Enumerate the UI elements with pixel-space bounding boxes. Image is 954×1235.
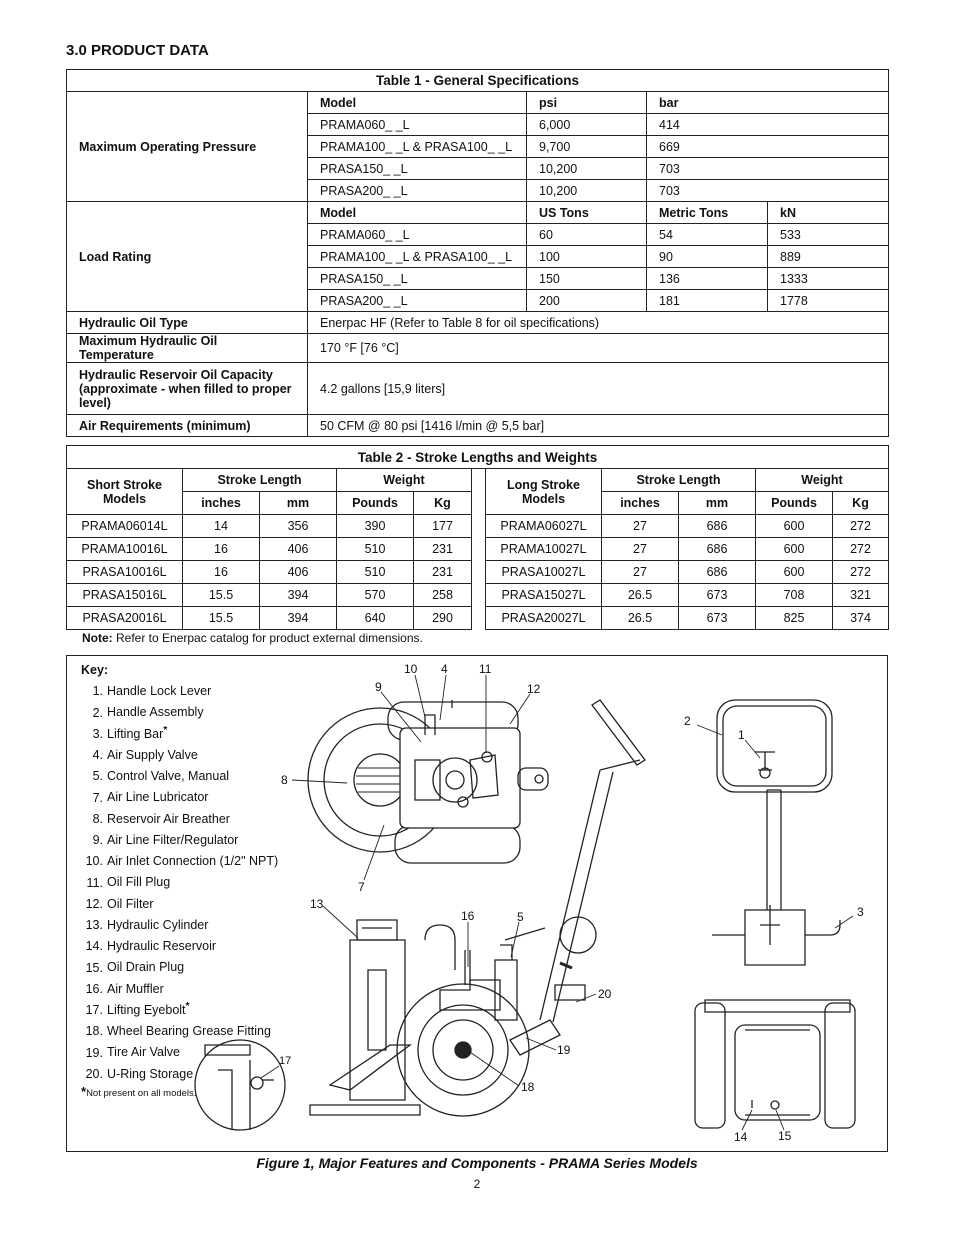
- unit-header: Kg: [414, 492, 472, 515]
- top-view-drawing: [308, 700, 548, 863]
- spec-value: 170 °F [76 °C]: [308, 334, 889, 363]
- key-item: [81, 1040, 278, 1061]
- load-rating-cell: 200: [527, 290, 647, 312]
- load-rating-label: Load Rating: [67, 202, 308, 312]
- load-rating-cell: 1333: [768, 268, 889, 290]
- page-number: 2: [473, 1177, 481, 1191]
- long-cell: 272: [833, 538, 889, 561]
- key-number: 12.: [85, 896, 103, 911]
- callout-4: 4: [441, 662, 448, 676]
- unit-header: mm: [260, 492, 337, 515]
- key-item: [81, 828, 278, 849]
- unit-header: inches: [183, 492, 260, 515]
- key-text: Wheel Bearing Grease Fitting: [107, 1024, 271, 1039]
- long-cell: 27: [602, 538, 679, 561]
- long-cell: PRASA10027L: [486, 561, 602, 584]
- key-text: Air Muffler: [107, 981, 164, 996]
- callout-20: 20: [598, 987, 612, 1001]
- load-rating-cell: PRAMA060_ _L: [308, 224, 527, 246]
- spec-label: Hydraulic Reservoir Oil Capacity (approximate - when filled to proper level): [67, 363, 308, 415]
- short-cell: 258: [414, 584, 472, 607]
- key-number: 9.: [92, 833, 103, 847]
- load-rating-cell: Model: [308, 202, 527, 224]
- short-cell: 231: [414, 538, 472, 561]
- key-item: [81, 913, 278, 934]
- spec-label: Hydraulic Oil Type: [67, 312, 308, 334]
- key-item: [81, 977, 278, 998]
- long-cell: 26.5: [602, 607, 679, 630]
- short-cell: 510: [337, 538, 414, 561]
- key-item: [81, 785, 278, 806]
- key-item: [81, 743, 278, 764]
- key-item: [81, 870, 278, 891]
- key-number: 7.: [92, 790, 103, 805]
- short-cell: 390: [337, 515, 414, 538]
- key-text: U-Ring Storage: [107, 1066, 194, 1081]
- pressure-cell: 9,700: [527, 136, 647, 158]
- key-text: Oil Drain Plug: [107, 960, 185, 975]
- long-cell: 686: [679, 561, 756, 584]
- key-text: Air Supply Valve: [107, 748, 198, 762]
- key-text: Control Valve, Manual: [107, 769, 230, 784]
- long-cell: PRASA20027L: [486, 607, 602, 630]
- load-rating-cell: PRASA150_ _L: [308, 268, 527, 290]
- key-number: 18.: [85, 1024, 103, 1039]
- long-cell: 708: [756, 584, 833, 607]
- spec-label: Air Requirements (minimum): [67, 415, 308, 437]
- key-item: [81, 722, 278, 743]
- key-text: Air Inlet Connection (1/2" NPT): [107, 854, 279, 869]
- key-text: Lifting Bar: [107, 726, 164, 741]
- key-number: 19.: [85, 1045, 103, 1060]
- load-rating-cell: 889: [768, 246, 889, 268]
- callout-14: 14: [734, 1130, 748, 1144]
- key-item: [81, 764, 278, 785]
- long-cell: 686: [679, 538, 756, 561]
- long-cell: PRAMA10027L: [486, 538, 602, 561]
- callout-10: 10: [404, 662, 418, 676]
- callout-16: 16: [461, 909, 475, 923]
- load-rating-cell: 100: [527, 246, 647, 268]
- callout-1: 1: [738, 728, 745, 742]
- unit-header: inches: [602, 492, 679, 515]
- spec-value: Enerpac HF (Refer to Table 8 for oil specifications): [308, 312, 889, 334]
- short-cell: 16: [183, 538, 260, 561]
- load-rating-cell: PRAMA100_ _L & PRASA100_ _L: [308, 246, 527, 268]
- short-cell: PRASA15016L: [67, 584, 183, 607]
- spec-label: Maximum Hydraulic Oil Temperature: [67, 334, 308, 363]
- key-item: [81, 849, 278, 870]
- load-rating-cell: 60: [527, 224, 647, 246]
- unit-header: Pounds: [337, 492, 414, 515]
- long-cell: 27: [602, 515, 679, 538]
- callout-5: 5: [517, 910, 524, 924]
- long-cell: 272: [833, 561, 889, 584]
- unit-header: Pounds: [756, 492, 833, 515]
- spec-value: 4.2 gallons [15,9 liters]: [308, 363, 889, 415]
- long-cell: 825: [756, 607, 833, 630]
- stroke-length-header: Stroke Length: [183, 469, 337, 492]
- short-cell: 510: [337, 561, 414, 584]
- key-text: Lifting Eyebolt: [107, 1003, 186, 1017]
- key-number: 15.: [85, 960, 103, 975]
- section-heading: 3.0 PRODUCT DATA: [66, 42, 209, 59]
- load-rating-cell: 533: [768, 224, 889, 246]
- short-cell: 290: [414, 607, 472, 630]
- pressure-cell: psi: [527, 92, 647, 114]
- key-item: [81, 892, 278, 913]
- key-number: 20.: [85, 1066, 103, 1081]
- load-rating-cell: 54: [647, 224, 768, 246]
- load-rating-cell: 150: [527, 268, 647, 290]
- spec-value: 50 CFM @ 80 psi [1416 l/min @ 5,5 bar]: [308, 415, 889, 437]
- callout-18: 18: [521, 1080, 535, 1094]
- pressure-cell: bar: [647, 92, 889, 114]
- key-number: 2.: [92, 705, 103, 720]
- long-cell: PRAMA06027L: [486, 515, 602, 538]
- long-cell: 673: [679, 584, 756, 607]
- short-cell: 356: [260, 515, 337, 538]
- key-text: Handle Lock Lever: [107, 684, 212, 699]
- short-cell: PRAMA10016L: [67, 538, 183, 561]
- key-text: Handle Assembly: [107, 705, 204, 720]
- key-text: Reservoir Air Breather: [107, 811, 230, 826]
- short-cell: 640: [337, 607, 414, 630]
- weight-header: Weight: [756, 469, 889, 492]
- key-item: [81, 807, 278, 828]
- pressure-cell: Model: [308, 92, 527, 114]
- long-cell: 600: [756, 538, 833, 561]
- load-rating-cell: Metric Tons: [647, 202, 768, 224]
- callout-13: 13: [310, 897, 324, 911]
- figure-caption: Figure 1, Major Features and Components - PRAMA Series Models: [256, 1155, 698, 1171]
- callout-9: 9: [375, 680, 382, 694]
- pressure-label: Maximum Operating Pressure: [67, 92, 308, 202]
- short-cell: 570: [337, 584, 414, 607]
- short-cell: PRASA20016L: [67, 607, 183, 630]
- key-star: *: [163, 724, 168, 736]
- weight-header: Weight: [337, 469, 472, 492]
- callout-3: 3: [857, 905, 864, 919]
- front-view-drawing: [695, 700, 855, 1128]
- pressure-cell: 669: [647, 136, 889, 158]
- key-number: 17.: [85, 1003, 103, 1017]
- load-rating-cell: 1778: [768, 290, 889, 312]
- load-rating-cell: kN: [768, 202, 889, 224]
- callout-12: 12: [527, 682, 541, 696]
- key-item: [81, 955, 278, 976]
- short-cell: 406: [260, 561, 337, 584]
- key-number: 16.: [85, 981, 103, 996]
- pressure-cell: 10,200: [527, 180, 647, 202]
- key-number: 5.: [92, 769, 103, 784]
- key-text: Oil Filter: [107, 896, 154, 911]
- long-cell: 272: [833, 515, 889, 538]
- load-rating-cell: 136: [647, 268, 768, 290]
- long-cell: 686: [679, 515, 756, 538]
- long-cell: 321: [833, 584, 889, 607]
- key-number: 10.: [85, 854, 103, 869]
- load-rating-cell: US Tons: [527, 202, 647, 224]
- key-text: Tire Air Valve: [107, 1045, 180, 1060]
- key-item: [81, 1019, 278, 1040]
- key-number: 8.: [92, 811, 103, 826]
- key-text: Air Line Filter/Regulator: [107, 833, 239, 847]
- pressure-cell: PRAMA060_ _L: [308, 114, 527, 136]
- short-cell: 15.5: [183, 584, 260, 607]
- callout-17: 17: [279, 1055, 292, 1067]
- note-label: Note:: [82, 631, 113, 645]
- key-list: [81, 679, 278, 1083]
- load-rating-cell: 90: [647, 246, 768, 268]
- short-cell: 14: [183, 515, 260, 538]
- key-number: 13.: [85, 918, 103, 932]
- short-cell: 15.5: [183, 607, 260, 630]
- figure-key: [81, 661, 278, 1103]
- pressure-cell: 703: [647, 158, 889, 180]
- key-item: [81, 998, 278, 1019]
- pressure-cell: 703: [647, 180, 889, 202]
- short-cell: PRAMA06014L: [67, 515, 183, 538]
- pressure-cell: PRASA200_ _L: [308, 180, 527, 202]
- long-stroke-header: Long Stroke Models: [486, 469, 602, 515]
- long-cell: 600: [756, 515, 833, 538]
- table2-title: Table 2 - Stroke Lengths and Weights: [67, 446, 889, 469]
- key-star: *: [185, 1000, 190, 1012]
- key-text: Oil Fill Plug: [107, 875, 171, 890]
- key-item: [81, 700, 278, 721]
- callout-7: 7: [358, 880, 365, 894]
- load-rating-cell: PRASA200_ _L: [308, 290, 527, 312]
- short-cell: 16: [183, 561, 260, 584]
- long-cell: 27: [602, 561, 679, 584]
- short-cell: 394: [260, 607, 337, 630]
- callout-11: 11: [479, 662, 492, 676]
- key-text: Hydraulic Reservoir: [107, 939, 217, 954]
- key-item: [81, 679, 278, 700]
- key-text: Air Line Lubricator: [107, 790, 209, 805]
- key-number: 11.: [86, 875, 103, 890]
- key-number: 14.: [85, 939, 103, 954]
- load-rating-cell: 181: [647, 290, 768, 312]
- short-cell: 177: [414, 515, 472, 538]
- pressure-cell: 10,200: [527, 158, 647, 180]
- stroke-length-header: Stroke Length: [602, 469, 756, 492]
- short-cell: 394: [260, 584, 337, 607]
- short-cell: 406: [260, 538, 337, 561]
- unit-header: mm: [679, 492, 756, 515]
- pressure-cell: 414: [647, 114, 889, 136]
- callout-15: 15: [778, 1129, 792, 1143]
- long-cell: 600: [756, 561, 833, 584]
- key-title: Key:: [81, 663, 109, 677]
- key-item: [81, 934, 278, 955]
- key-number: 4.: [92, 748, 103, 762]
- key-footnote: *Not present on all models.: [81, 1083, 197, 1099]
- long-cell: 673: [679, 607, 756, 630]
- long-cell: PRASA15027L: [486, 584, 602, 607]
- pressure-cell: PRASA150_ _L: [308, 158, 527, 180]
- short-cell: 231: [414, 561, 472, 584]
- note-text: Refer to Enerpac catalog for product external dimensions.: [112, 631, 423, 645]
- long-cell: 374: [833, 607, 889, 630]
- key-item: [81, 1062, 278, 1083]
- pressure-cell: PRAMA100_ _L & PRASA100_ _L: [308, 136, 527, 158]
- short-cell: PRASA10016L: [67, 561, 183, 584]
- callout-19: 19: [557, 1043, 571, 1057]
- footnote-star: *: [81, 1083, 87, 1099]
- long-cell: 26.5: [602, 584, 679, 607]
- callout-2: 2: [684, 714, 691, 728]
- short-stroke-header: Short Stroke Models: [67, 469, 183, 515]
- table1-title: Table 1 - General Specifications: [67, 70, 889, 92]
- unit-header: Kg: [833, 492, 889, 515]
- callout-8: 8: [281, 773, 288, 787]
- pressure-cell: 6,000: [527, 114, 647, 136]
- key-text: Hydraulic Cylinder: [107, 918, 209, 932]
- key-number: 3.: [92, 726, 103, 741]
- key-number: 1.: [92, 684, 103, 699]
